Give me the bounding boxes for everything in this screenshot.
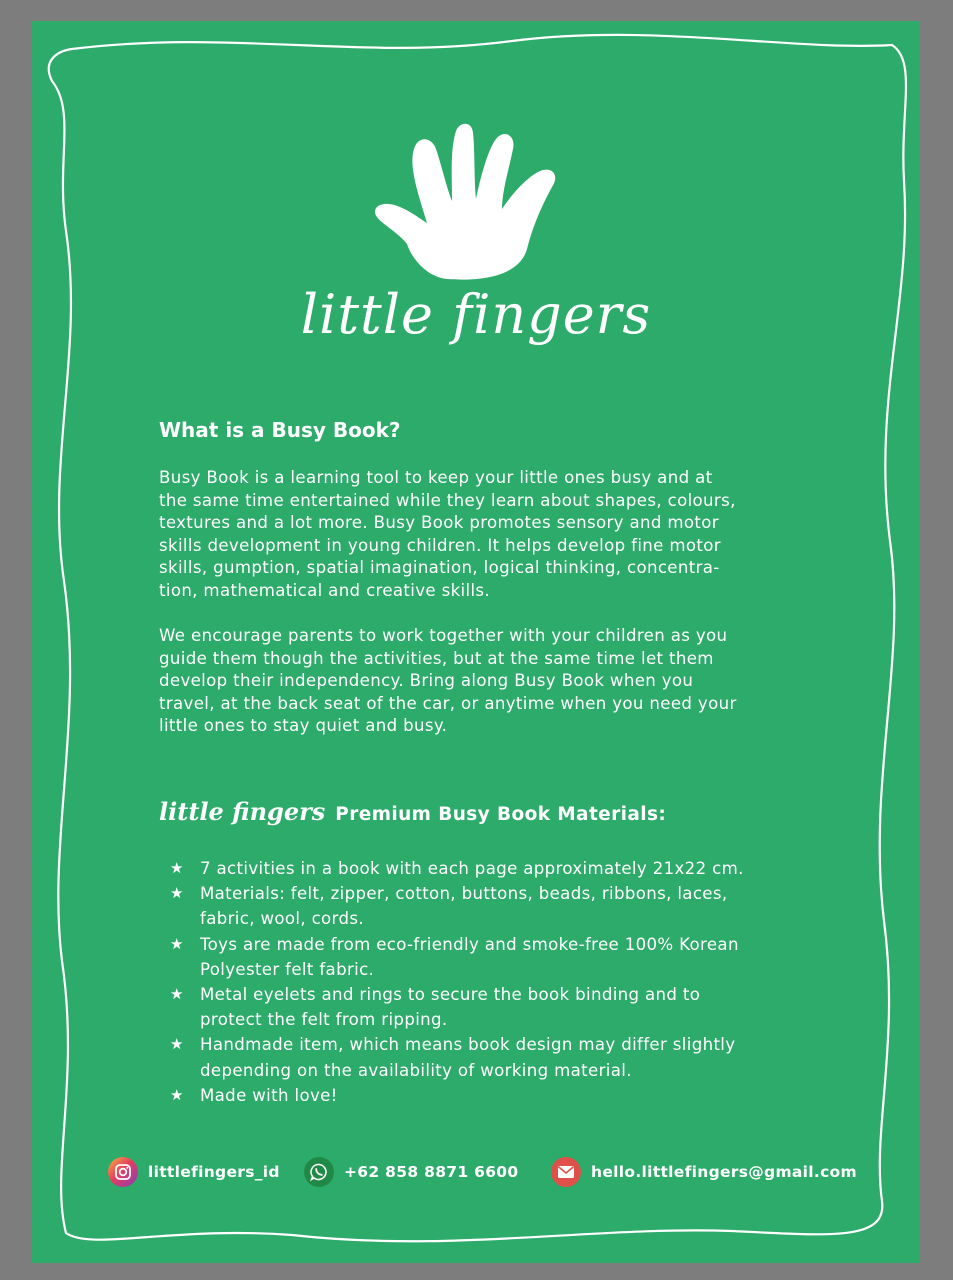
email-address: hello.littlefingers@gmail.com [591, 1163, 857, 1181]
list-item: ★ 7 activities in a book with each page approximately 21x22 cm. [170, 856, 810, 881]
mail-icon [551, 1157, 581, 1187]
star-icon: ★ [170, 1085, 184, 1104]
instagram-contact[interactable] [108, 1157, 280, 1187]
materials-brand-script: little fingers [159, 797, 326, 826]
materials-heading [159, 797, 666, 826]
star-icon: ★ [170, 934, 184, 953]
section-heading: What is a Busy Book? [159, 418, 401, 442]
star-icon: ★ [170, 1035, 184, 1054]
materials-heading-text: Premium Busy Book Materials: [335, 804, 667, 825]
encourage-paragraph: We encourage parents to work together with your children as you guide them though the activities, but at the same time let them develop their independency. Bring along Busy Book when you travel, at the back seat of the car, or anytime when you need your little ones to stay quiet and busy. [159, 626, 737, 736]
star-icon: ★ [170, 985, 184, 1004]
instagram-handle: littlefingers_id [148, 1163, 280, 1181]
list-item: ★ Metal eyelets and rings to secure the book binding and to protect the felt from ripping. [170, 982, 810, 1032]
materials-list [170, 856, 810, 1108]
whatsapp-contact[interactable] [304, 1157, 518, 1187]
hand-icon [372, 119, 582, 284]
flyer-page [32, 21, 920, 1263]
instagram-icon [108, 1157, 138, 1187]
email-contact[interactable] [551, 1157, 857, 1187]
star-icon: ★ [170, 884, 184, 903]
list-item: ★ Materials: felt, zipper, cotton, buttons, beads, ribbons, laces, fabric, wool, cords. [170, 881, 810, 931]
contact-bar [32, 1157, 920, 1189]
intro-paragraph: Busy Book is a learning tool to keep your little ones busy and at the same time entertained while they learn about shapes, colours, textures and a lot more. Busy Book promotes sensory and motor skills development in young children. It helps develop fine motor skills, gumption, spatial imagination, logical thinking, concentra- tion, mathematical and creative skills. [159, 468, 736, 600]
brand-logo-text: little fingers [300, 283, 652, 346]
star-icon: ★ [170, 859, 184, 877]
list-item: ★ Handmade item, which means book design may differ slightly depending on the availability of working material. [170, 1032, 810, 1082]
whatsapp-number: +62 858 8871 6600 [344, 1163, 519, 1181]
list-item: ★ Toys are made from eco-friendly and smoke-free 100% Korean Polyester felt fabric. [170, 932, 810, 982]
list-item: ★ Made with love! [170, 1083, 810, 1108]
whatsapp-icon [304, 1157, 334, 1187]
